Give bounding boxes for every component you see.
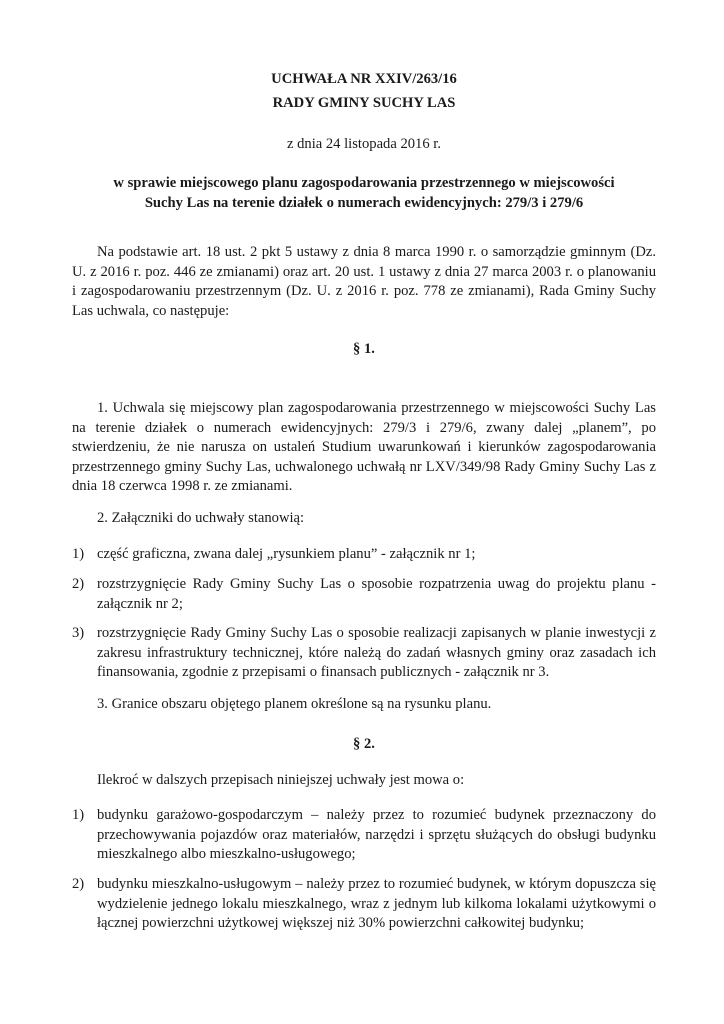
resolution-subject: [72, 174, 656, 213]
list-number: 3): [72, 625, 85, 641]
definition-item-1: [72, 806, 656, 865]
list-text: rozstrzygnięcie Rady Gminy Suchy Las o sposobie rozpatrzenia uwag do projektu planu - załącznik nr 2;: [97, 576, 656, 612]
attachment-item-1: [72, 545, 656, 565]
resolution-date: z dnia 24 listopada 2016 r.: [286, 136, 442, 152]
resolution-title: [72, 70, 656, 113]
list-number: 2): [72, 876, 85, 892]
attachment-item-3: [72, 624, 656, 683]
title-line-2: RADY GMINY SUCHY LAS: [272, 94, 456, 111]
section-1-paragraph-1: 1. Uchwala się miejscowy plan zagospodarowania przestrzennego w miejscowości Suchy Las na terenie działek o numerach ewidencyjnych: 279/3 i 279/6, zwany dalej „planem”, po stwierdzeniu, że nie narusza on ustaleń Studium uwarunkowań i kierunków zagospodarowania przestrzennego gminy Suchy Las, uchwalonego uchwałą nr LXV/349/98 Rady Gminy Suchy Las z dnia 18 czerwca 1998 r. ze zmianami.: [72, 400, 656, 494]
list-text: budynku mieszkalno-usługowym – należy przez to rozumieć budynek, w którym dopuszcza się wydzielenie jednego lokalu mieszkalnego, wraz z jednym lub kilkoma lokalami użytkowymi o łącznej powierzchni użytkowej większej niż 30% powierzchni całkowitej budynku;: [97, 876, 656, 931]
list-text: budynku garażowo-gospodarczym – należy przez to rozumieć budynek przeznaczony do przechowywania pojazdów oraz materiałów, narzędzi i sprzętu służących do obsługi budynku mieszkalnego albo mieszkalno-usługowego;: [97, 807, 656, 862]
list-number: 1): [72, 807, 85, 823]
list-number: 2): [72, 576, 85, 592]
section-1-heading: § 1.: [353, 341, 375, 357]
definition-item-2: [72, 875, 656, 934]
attachment-item-2: [72, 575, 656, 614]
section-1-paragraph-3: 3. Granice obszaru objętego planem określone są na rysunku planu.: [97, 696, 492, 712]
section-1-paragraph-2: 2. Załączniki do uchwały stanowią:: [97, 510, 305, 526]
section-2-intro: Ilekroć w dalszych przepisach niniejszej uchwały jest mowa o:: [97, 772, 465, 788]
subject-line-1: w sprawie miejscowego planu zagospodarowania przestrzennego w miejscowości: [113, 175, 615, 191]
list-text: część graficzna, zwana dalej „rysunkiem planu” - załącznik nr 1;: [97, 546, 476, 562]
list-number: 1): [72, 546, 85, 562]
subject-line-2: Suchy Las na terenie działek o numerach ewidencyjnych: 279/3 i 279/6: [144, 194, 584, 211]
list-text: rozstrzygnięcie Rady Gminy Suchy Las o sposobie realizacji zapisanych w planie inwestycji z zakresu infrastruktury technicznej, które należą do zadań własnych gminy oraz zasadach ich finansowania, zgodnie z przepisami o finansach publicznych - załącznik nr 3.: [97, 625, 656, 680]
title-line-1: UCHWAŁA NR XXIV/263/16: [271, 71, 457, 87]
preamble-paragraph: Na podstawie art. 18 ust. 2 pkt 5 ustawy z dnia 8 marca 1990 r. o samorządzie gminnym (Dz. U. z 2016 r. poz. 446 ze zmianami) oraz art. 20 ust. 1 ustawy z dnia 27 marca 2003 r. o planowaniu i zagospodarowaniu przestrzennym (Dz. U. z 2016 r. poz. 778 ze zmianami), Rada Gminy Suchy Las uchwala, co następuje:: [72, 244, 656, 319]
section-2-heading: § 2.: [353, 736, 375, 752]
